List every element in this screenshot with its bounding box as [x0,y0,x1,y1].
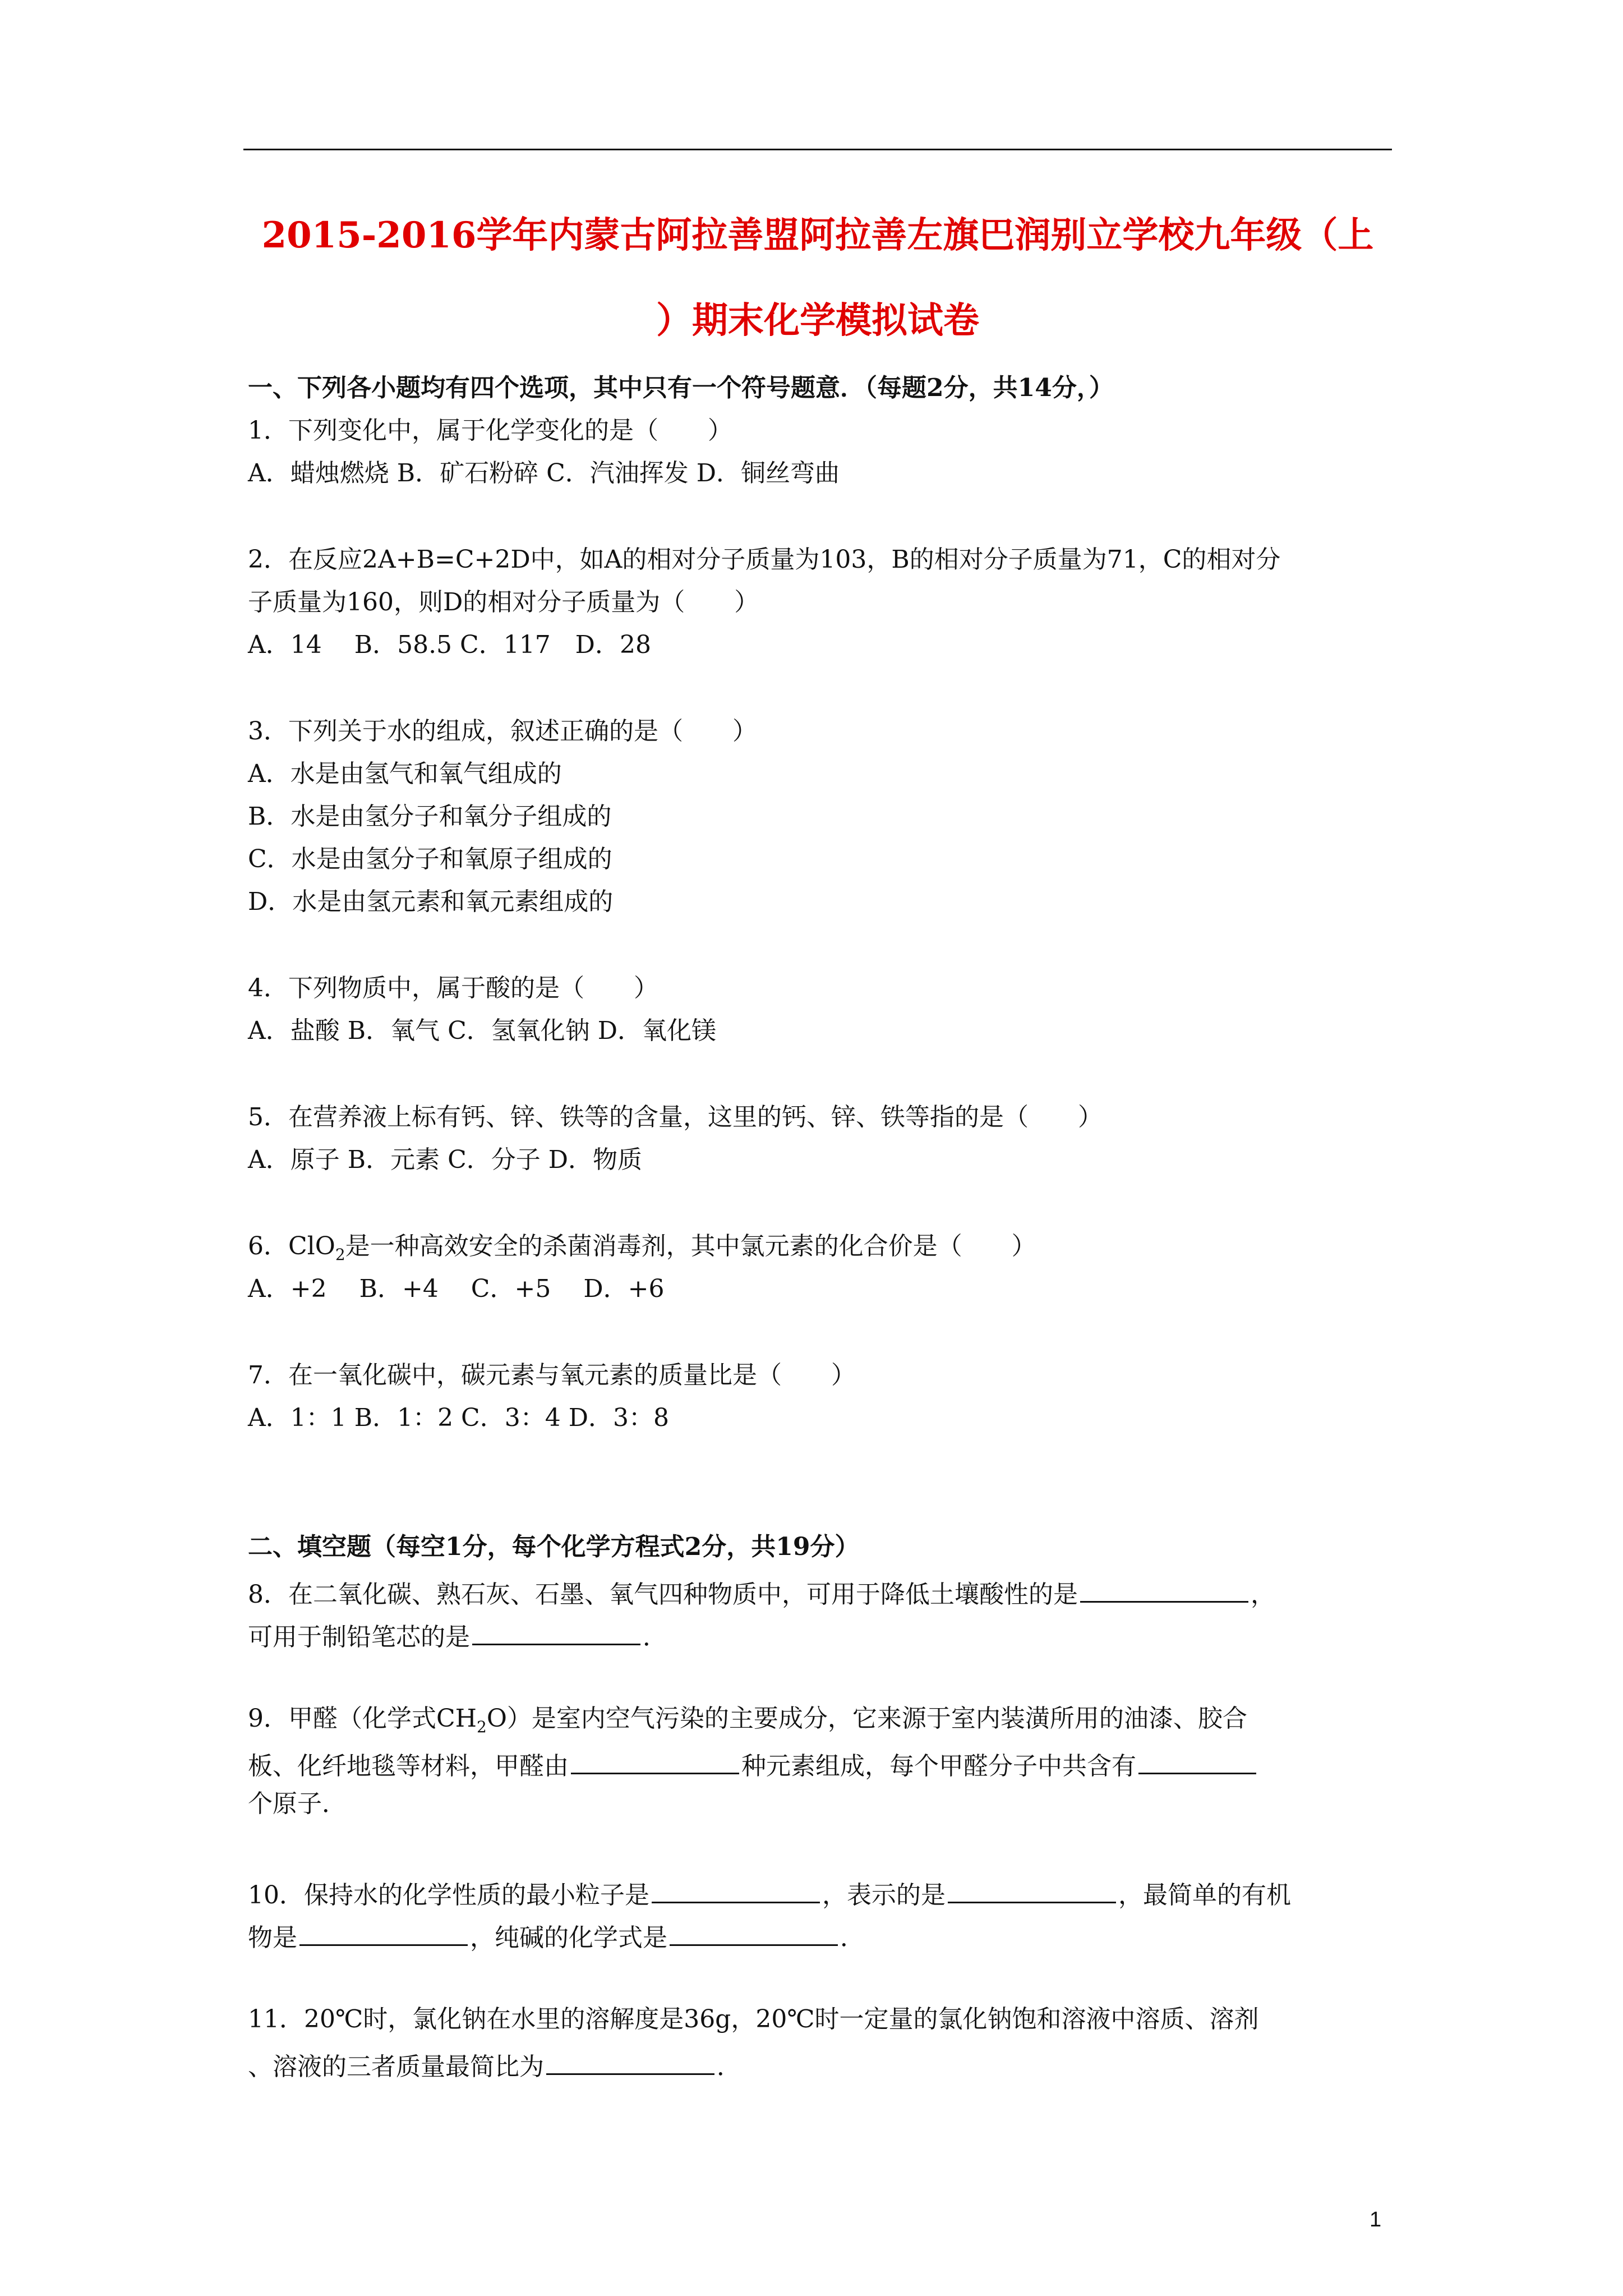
question-11-line1: 11．20℃时，氯化钠在水里的溶解度是36g，20℃时一定量的氯化钠饱和溶液中溶质、溶剂 [248,2005,1259,2033]
question-2-stem-line1: 2．在反应2A+B=C+2D中，如A的相对分子质量为103，B的相对分子质量为71，C的相对分 [248,545,1281,574]
question-3-option-a: A．水是由氢气和氧气组成的 [248,760,562,788]
question-10-line2: 物是 ，纯碱的化学式是 ． [248,1916,865,1955]
answer-blank[interactable] [299,1916,468,1946]
page-title-line1: 2015-2016学年内蒙古阿拉善盟阿拉善左旗巴润别立学校九年级（上 [261,214,1374,256]
question-4-stem: 4．下列物质中，属于酸的是（ ） [248,974,658,1002]
question-8-line1: 8．在二氧化碳、熟石灰、石墨、氧气四种物质中，可用于降低土壤酸性的是 ， [248,1573,1275,1612]
question-4-options: A．盐酸 B．氧气 C．氢氧化钠 D．氧化镁 [248,1016,717,1045]
question-1-options: A．蜡烛燃烧 B．矿石粉碎 C．汽油挥发 D．铜丝弯曲 [248,459,840,487]
question-10-line1: 10．保持水的化学性质的最小粒子是 ，表示的是 ，最简单的有机 [248,1874,1291,1912]
question-1-stem: 1．下列变化中，属于化学变化的是（ ） [248,416,732,445]
answer-blank[interactable] [948,1874,1116,1903]
answer-blank[interactable] [546,2045,714,2075]
question-7-stem: 7．在一氧化碳中，碳元素与氧元素的质量比是（ ） [248,1361,856,1389]
section-heading-2: 二、填空题（每空1分，每个化学方程式2分，共19分） [248,1533,860,1561]
answer-blank[interactable] [670,1916,838,1946]
header-rule [243,149,1392,150]
answer-blank[interactable] [1138,1745,1256,1774]
question-5-options: A．原子 B．元素 C．分子 D．物质 [248,1145,643,1174]
question-5-stem: 5．在营养液上标有钙、锌、铁等的含量，这里的钙、锌、铁等指的是（ ） [248,1103,1103,1131]
answer-blank[interactable] [1080,1573,1248,1603]
answer-blank[interactable] [472,1616,640,1645]
question-3-option-b: B．水是由氢分子和氧分子组成的 [248,802,612,831]
question-6-stem: 6．ClO$_2$是一种高效安全的杀菌消毒剂，其中氯元素的化合价是（ ） [248,1232,1036,1264]
question-3-option-d: D．水是由氢元素和氧元素组成的 [248,887,614,916]
section-heading-1: 一、下列各小题均有四个选项，其中只有一个符号题意．（每题2分，共14分，） [248,374,1114,402]
page-number: 1 [1370,2208,1382,2231]
page-title-line2: ）期末化学模拟试卷 [656,300,979,342]
question-11-line2: 、溶液的三者质量最简比为 ． [248,2045,741,2084]
question-9-line3: 个原子． [248,1789,347,1818]
question-3-option-c: C．水是由氢分子和氧原子组成的 [248,845,612,873]
answer-blank[interactable] [571,1745,739,1774]
question-6-options: A．+2 B．+4 C．+5 D．+6 [248,1274,665,1303]
question-3-stem: 3．下列关于水的组成，叙述正确的是（ ） [248,717,757,746]
question-2-options: A．14 B．58.5 C．117 D．28 [248,631,651,659]
question-9-line2: 板、化纤地毯等材料，甲醛由 种元素组成，每个甲醛分子中共含有 [248,1745,1258,1783]
answer-blank[interactable] [652,1874,820,1903]
question-8-line2: 可用于制铅笔芯的是 ． [248,1616,667,1654]
question-2-stem-line2: 子质量为160，则D的相对分子质量为（ ） [248,588,759,616]
question-9-line1: 9．甲醛（化学式$CH_2O$）是室内空气污染的主要成分，它来源于室内装潢所用的油漆、胶合 [248,1704,1247,1736]
question-7-options: A．1：1 B．1：2 C．3：4 D．3：8 [248,1404,669,1432]
